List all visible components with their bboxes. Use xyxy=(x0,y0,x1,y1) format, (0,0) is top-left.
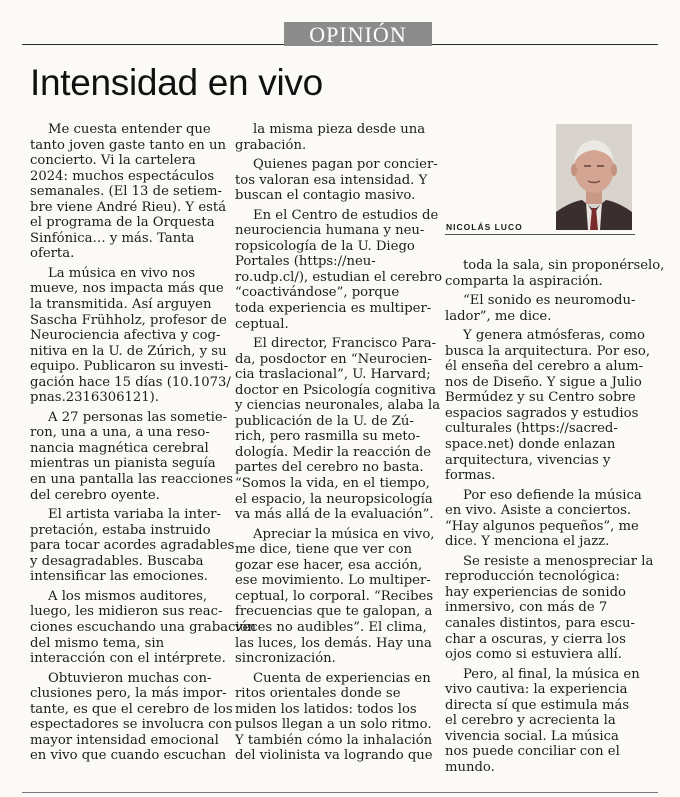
paragraph-line: para tocar acordes agradables xyxy=(30,538,235,554)
paragraph-line: del mismo tema, sin xyxy=(30,635,165,651)
paragraph-line: gozar ese hacer, esa acción, xyxy=(235,557,423,573)
paragraph-line: él enseña del cerebro a alum- xyxy=(445,359,644,375)
paragraph-line: Portales (https://neu- xyxy=(235,254,376,270)
paragraph-line: Neurociencia afectiva y cog- xyxy=(30,328,221,344)
paragraph-line: busca la arquitectura. Por eso, xyxy=(445,343,651,359)
paragraph-line: ritos orientales donde se xyxy=(235,686,401,702)
paragraph-line: el espacio, la neuropsicología xyxy=(235,491,433,507)
paragraph-line: “Hay algunos pequeños”, me xyxy=(445,518,639,534)
column-3 xyxy=(445,258,665,776)
paragraph-line: formas. xyxy=(445,468,496,484)
paragraph-line: nos de Diseño. Y sigue a Julio xyxy=(445,374,642,390)
paragraph-line: intensificar las emociones. xyxy=(30,569,208,585)
paragraph-line: El director, Francisco Para- xyxy=(253,336,437,352)
paragraph-line: Cuenta de experiencias en xyxy=(253,670,431,686)
paragraph-line: clusiones pero, la más impor- xyxy=(30,686,227,702)
paragraph-line: Y genera atmósferas, como xyxy=(463,328,645,344)
paragraph-line: equipo. Publicaron su investi- xyxy=(30,359,229,375)
paragraph-line: El artista variaba la inter- xyxy=(48,507,221,523)
paragraph-line: da, posdoctor en “Neurocien- xyxy=(235,351,433,367)
paragraph-line: mundo. xyxy=(445,759,495,775)
paragraph-line: pnas.2316306121). xyxy=(30,390,159,406)
paragraph-line: luego, les midieron sus reac- xyxy=(30,604,223,620)
paragraph-line: space.net) donde enlazan xyxy=(445,437,616,453)
paragraph-line: Por eso defiende la música xyxy=(463,487,642,503)
paragraph-line: me dice, tiene que ver con xyxy=(235,542,413,558)
byline-rule xyxy=(445,234,635,235)
paragraph-line: En el Centro de estudios de xyxy=(253,207,439,223)
paragraph-line: concierto. Vi la cartelera xyxy=(30,153,196,169)
paragraph-line: char a oscuras, y cierra los xyxy=(445,631,626,647)
paragraph-line: del cerebro oyente. xyxy=(30,487,160,503)
paragraph-line: mayor intensidad emocional xyxy=(30,732,219,748)
paragraph-line: Sinfónica… y más. Tanta xyxy=(30,230,195,246)
paragraph-line: ro.udp.cl/), estudian el cerebro xyxy=(235,269,443,285)
paragraph-line: interacción con el intérprete. xyxy=(30,651,226,667)
paragraph-line: comparta la aspiración. xyxy=(445,273,603,289)
paragraph-line: pretación, estaba instruido xyxy=(30,522,211,538)
paragraph-line: mueve, nos impacta más que xyxy=(30,281,224,297)
paragraph-line: canales distintos, para escu- xyxy=(445,616,635,632)
paragraph-line: el programa de la Orquesta xyxy=(30,215,215,231)
paragraph-line: Pero, al final, la música en xyxy=(463,666,640,682)
paragraph-line: hay experiencias de sonido xyxy=(445,584,626,600)
paragraph-line: gación hace 15 días (10.1073/ xyxy=(30,374,231,390)
section-label: OPINIÓN xyxy=(284,22,432,46)
section-header xyxy=(22,22,658,46)
paragraph-line: veces no audibles”. El clima, xyxy=(235,619,427,635)
paragraph-line: directa sí que estimula más xyxy=(445,697,630,713)
paragraph-line: lador”, me dice. xyxy=(445,308,552,324)
paragraph-line: vivo cautiva: la experiencia xyxy=(445,682,628,698)
paragraph-line: reproducción tecnológica: xyxy=(445,569,620,585)
author-photo xyxy=(556,124,632,230)
paragraph-line: nancia magnética cerebral xyxy=(30,440,209,456)
paragraph-line: tante, es que el cerebro de los xyxy=(30,701,233,717)
paragraph-line: “Somos la vida, en el tiempo, xyxy=(235,476,430,492)
paragraph-line: tanto joven gaste tanto en un xyxy=(30,137,226,153)
paragraph-line: Y también cómo la inhalación xyxy=(235,732,433,748)
paragraph-line: cia traslacional”, U. Harvard; xyxy=(235,367,431,383)
paragraph-line: oferta. xyxy=(30,246,75,262)
article-title: Intensidad en vivo xyxy=(30,62,323,103)
paragraph-line: la transmitida. Así arguyen xyxy=(30,297,212,313)
paragraph-line: ropsicología de la U. Diego xyxy=(235,238,415,254)
paragraph-line: frecuencias que te galopan, a xyxy=(235,604,433,620)
paragraph-line: culturales (https://sacred- xyxy=(445,421,618,437)
paragraph-line: tos valoran esa intensidad. Y xyxy=(235,172,428,188)
paragraph-line: Bermúdez y su Centro sobre xyxy=(445,390,636,406)
paragraph-line: Me cuesta entender que xyxy=(48,122,211,137)
paragraph-line: inmersivo, con más de 7 xyxy=(445,600,608,616)
paragraph-line: Quienes pagan por concier- xyxy=(253,157,438,173)
paragraph-line: espectadores se involucra con xyxy=(30,717,232,733)
paragraph-line: ese movimiento. Lo multiper- xyxy=(235,573,431,589)
paragraph-line: vivencia social. La música xyxy=(445,728,619,744)
paragraph-line: A los mismos auditores, xyxy=(48,588,208,604)
paragraph-line: ojos como si estuviera allí. xyxy=(445,647,622,663)
paragraph-line: buscan el contagio masivo. xyxy=(235,188,416,204)
paragraph-line: 2024: muchos espectáculos xyxy=(30,168,215,184)
paragraph-line: sincronización. xyxy=(235,651,336,667)
paragraph-line: va más allá de la evaluación”. xyxy=(235,507,434,523)
paragraph-line: la misma pieza desde una xyxy=(253,122,426,137)
paragraph-line: Sascha Frühholz, profesor de xyxy=(30,312,227,328)
paragraph-line: en vivo. Asiste a conciertos. xyxy=(445,503,632,519)
author-byline: NICOLÁS LUCO xyxy=(446,222,523,232)
paragraph-line: dología. Medir la reacción de xyxy=(235,444,432,460)
paragraph-line: neurociencia humana y neu- xyxy=(235,223,425,239)
paragraph-line: pulsos llegan a un solo ritmo. xyxy=(235,717,432,733)
column-1 xyxy=(30,122,257,764)
paragraph-line: en una pantalla las reacciones xyxy=(30,472,233,488)
paragraph-line: partes del cerebro no basta. xyxy=(235,460,424,476)
paragraph-line: doctor en Psicología cognitiva xyxy=(235,382,436,398)
paragraph-line: ceptual. xyxy=(235,316,289,332)
paragraph-line: A 27 personas las sometie- xyxy=(48,409,228,425)
paragraph-line: miden los latidos: todos los xyxy=(235,701,417,717)
paragraph-line: ron, una a una, a una reso- xyxy=(30,425,210,441)
paragraph-line: publicación de la U. de Zú- xyxy=(235,413,414,429)
paragraph-line: toda experiencia es multiper- xyxy=(235,301,432,317)
paragraph-line: “coactivándose”, porque xyxy=(235,285,400,301)
paragraph-line: “El sonido es neuromodu- xyxy=(463,293,636,309)
paragraph-line: nitiva en la U. de Zúrich, y su xyxy=(30,343,227,359)
bottom-rule xyxy=(22,792,658,793)
paragraph-line: dice. Y menciona el jazz. xyxy=(445,534,610,550)
paragraph-line: espacios sagrados y estudios xyxy=(445,405,639,421)
paragraph-line: arquitectura, vivencias y xyxy=(445,452,611,468)
paragraph-line: en vivo que cuando escuchan xyxy=(30,748,227,764)
paragraph-line: grabación. xyxy=(235,137,307,153)
paragraph-line: La música en vivo nos xyxy=(48,265,196,281)
paragraph-line: las luces, los demás. Hay una xyxy=(235,635,432,651)
paragraph-line: Apreciar la música en vivo, xyxy=(253,526,435,542)
column-2 xyxy=(235,122,443,764)
paragraph-line: rich, pero rasmilla su meto- xyxy=(235,429,421,445)
paragraph-line: el cerebro y acrecienta la xyxy=(445,713,616,729)
paragraph-line: y desagradables. Buscaba xyxy=(30,553,204,569)
paragraph-line: nos puede conciliar con el xyxy=(445,744,620,760)
paragraph-line: ciones escuchando una grabación xyxy=(30,619,257,635)
paragraph-line: semanales. (El 13 de setiem- xyxy=(30,184,222,200)
paragraph-line: ceptual, lo corporal. “Recibes xyxy=(235,588,434,604)
paragraph-line: toda la sala, sin proponérselo, xyxy=(463,258,665,273)
paragraph-line: Obtuvieron muchas con- xyxy=(48,670,212,686)
paragraph-line: y ciencias neuronales, alaba la xyxy=(235,398,441,414)
paragraph-line: bre viene André Rieu). Y está xyxy=(30,199,227,215)
paragraph-line: Se resiste a menospreciar la xyxy=(463,553,654,569)
paragraph-line: del violinista va logrando que xyxy=(235,748,433,764)
paragraph-line: mientras un pianista seguía xyxy=(30,456,216,472)
